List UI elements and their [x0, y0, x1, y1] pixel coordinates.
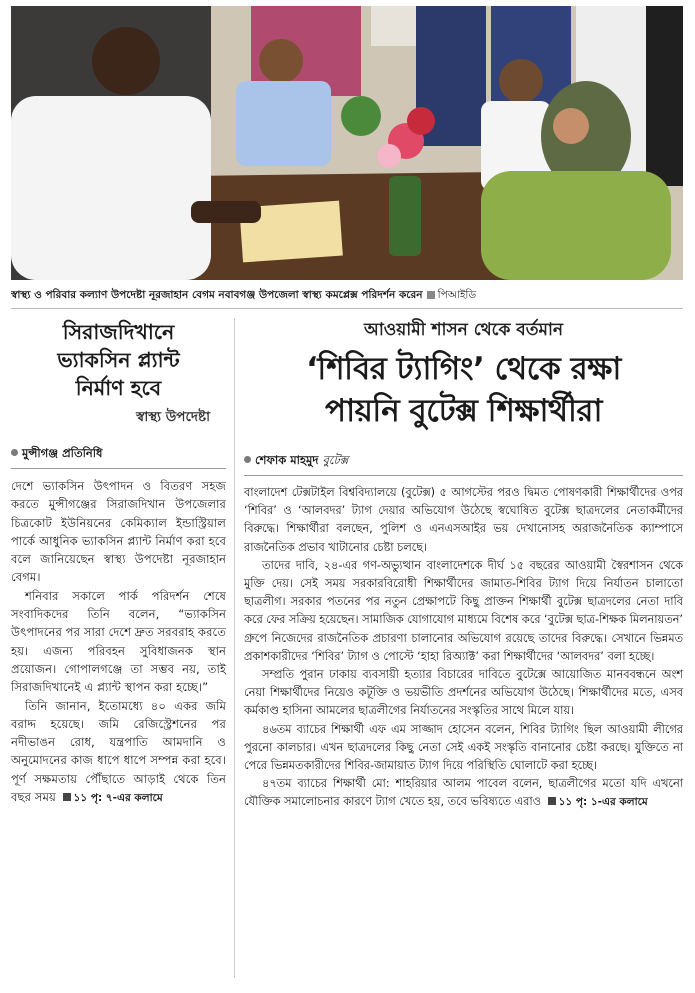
right-continuation-text: ১১ পৃ: ১-এর কলামে — [558, 796, 648, 809]
left-paragraph-text: তিনি জানান, ইতোমধ্যে ৪০ একর জমি বরাদ্দ হয়েছে। জমি রেজিস্ট্রেশনের পর নদীভাঙন রোধ, যন্ত্রপাতি আমদানি ও অনুমোদনের কাজ ধাপে ধাপে সম্পন্ন করা হবে। পূর্ণ সক্ষমতায় পৌঁছাতে আড়াই থেকে তিন বছর সময় — [11, 698, 226, 805]
right-headline — [244, 348, 683, 432]
right-paragraph-text: ৪৭তম ব্যাচের শিক্ষার্থী মো: শাহরিয়ার আলম পাবেল বলেন, ছাত্রলীগের মতো যদি এখনো যৌক্তিক সমালোচনার কারণে ট্যাগ খেতে হয়, তবে ভবিষ্যতে এরাও — [244, 777, 683, 809]
left-article — [11, 318, 226, 807]
left-body — [11, 477, 226, 807]
left-paragraph: দেশে ভ্যাকসিন উৎপাদন ও বিতরণ সহজ করতে মুন্সীগঞ্জের সিরাজদিখান উপজেলার চিত্রকোট ইউনিয়নের কেমিক্যাল ইন্ডাস্ট্রিয়াল পার্কে আধুনিক ভ্যাকসিন প্ল্যান্ট নির্মাণ করা হবে বলে জানিয়েছেন স্বাস্থ্য উপদেষ্টা নূরজাহান বেগম। — [11, 479, 226, 585]
right-paragraph: তাদের দাবি, ২৪-এর গণ-অভ্যুত্থান বাংলাদেশকে দীর্ঘ ১৫ বছরের আওয়ামী স্বৈরশাসন থেকে মুক্তি দেয়। সেই সময় সরকারবিরোধী শিক্ষার্থীদের জামাত-শিবির ট্যাগ দিয়ে নির্যাতন চালাতো ছাত্রলীগ। সরকার পতনের পর নতুন প্রেক্ষাপটে কিছু প্রাক্তন শিক্ষার্থী বুটেক্স ছাত্রদলের নেতা দাবি করে ফের সক্রিয় হয়েছেন। সামাজিক যোগাযোগ মাধ্যমে বিশেষ করে ‘বুটেক্স ছাত্র-শিক্ষক মিলনায়তন’ গ্রুপে নিজেদের রাজনৈতিক প্রচারণা চালানোর অভিযোগ রয়েছে তাদের বিরুদ্ধে। সেখানে ভিন্নমত প্রকাশকারীদের ‘শিবির’ ট্যাগ ও পোস্টে ‘হাহা রিঅ্যাক্ট’ করা শিক্ষার্থীদের ‘আলবদর’ বলা হচ্ছে। — [244, 558, 683, 663]
left-headline-line: ভ্যাকসিন প্ল্যান্ট — [57, 348, 180, 372]
right-kicker: আওয়ামী শাসন থেকে বর্তমান — [363, 320, 564, 340]
right-paragraph: বাংলাদেশ টেক্সটাইল বিশ্ববিদ্যালয়ে (বুটেক্স) ৫ আগস্টের পরও দ্বিমত পোষণকারী শিক্ষার্থীদের ওপর ‘শিবির’ ও ‘আলবদর’ ট্যাগ দেয়ার অভিযোগ উঠেছে স্বঘোষিত বুটেক্স ছাত্রদলের নেতাকর্মীদের বিরুদ্ধে। শিক্ষার্থীরা বলছেন, পুলিশ ও এনএসআইর ভয় দেখানোসহ অরাজনৈতিক ক্যাম্পাসে রাজনৈতিক প্রভাব খাটানোর চেষ্টা চলছে। — [244, 486, 683, 554]
bullet-icon — [11, 449, 18, 456]
left-paragraph: শনিবার সকালে পার্ক পরিদর্শন শেষে সংবাদিকদের তিনি বলেন, “ভ্যাকসিন উৎপাদনের পর সারা দেশে দ্রুত সরবরাহ করতে হয়। এজন্য পরিবহন সুবিধাজনক স্থান প্রয়োজন। গোপালগঞ্জে তা সম্ভব নয়, তাই সিরাজদিখানেই এ প্ল্যান্ট স্থাপন করা হচ্ছে।” — [11, 588, 226, 695]
continue-square-icon — [63, 793, 71, 801]
photo-credit: পিআইডি — [437, 289, 477, 301]
bullet-icon — [244, 456, 251, 463]
left-byline — [11, 445, 226, 469]
left-paragraph — [11, 697, 226, 808]
caption-text: স্বাস্থ্য ও পরিবার কল্যাণ উপদেষ্টা নূরজাহান বেগম নবাবগঞ্জ উপজেলা স্বাস্থ্য কমপ্লেক্স পরিদর্শন করেন — [11, 289, 423, 301]
right-article — [244, 318, 683, 812]
right-byline — [244, 452, 683, 476]
right-byline-name: শেফাক মাহমুদ — [255, 453, 319, 467]
right-paragraph — [244, 775, 683, 811]
credit-square-icon — [427, 291, 435, 299]
left-subhead: স্বাস্থ্য উপদেষ্টা — [136, 409, 210, 425]
column-divider — [234, 318, 235, 978]
photo-caption — [11, 287, 683, 303]
left-byline-text: মুন্সীগঞ্জ প্রতিনিধি — [22, 446, 103, 460]
section-divider — [11, 308, 683, 309]
news-photo — [11, 6, 683, 280]
right-continuation[interactable] — [545, 796, 648, 808]
right-headline-line: পায়নি বুটেক্স শিক্ষার্থীরা — [325, 393, 602, 429]
right-paragraph: সম্প্রতি পুরান ঢাকায় ব্যবসায়ী হত্যার বিচারের দাবিতে বুটেক্সে আয়োজিত মানববন্ধনে অংশ নেয়া শিক্ষার্থীদের নিয়েও কটূক্তি ও ভয়ভীতি প্রদর্শনের অভিযোগ উঠেছে। শিক্ষার্থীদের মতে, এসব কর্মকাণ্ড হাসিনা আমলের ছাত্রলীগের নির্যাতনের সংস্কৃতির সাথে মিলে যায়। — [244, 668, 683, 718]
right-byline-tag: বুটেক্স — [322, 453, 349, 467]
continue-square-icon — [548, 797, 556, 805]
right-body — [244, 484, 683, 812]
left-continuation[interactable] — [60, 792, 163, 804]
right-paragraph: ৪৬তম ব্যাচের শিক্ষার্থী এফ এম সাজ্জাদ হোসেন বলেন, শিবির ট্যাগিং ছিল আওয়ামী লীগের পুরনো কালচার। এখন ছাত্রদলের কিছু নেতা সেই একই সংস্কৃতি বানানোর চেষ্টা করছে। যুক্তিতে না পেরে ভিন্নমতকারীদের শিবির-জামায়াত ট্যাগ দিয়ে পরিস্থিতি ঘোলাটে করা হচ্ছে। — [244, 722, 683, 773]
right-headline-line: ‘শিবির ট্যাগিং’ থেকে রক্ষা — [306, 351, 621, 387]
left-headline-line: সিরাজদিখানে — [62, 320, 175, 344]
left-continuation-text: ১১ পৃ: ৭-এর কলামে — [73, 792, 163, 805]
photo-of-meeting-icon — [11, 6, 683, 280]
left-headline — [11, 318, 226, 402]
left-headline-line: নির্মাণ হবে — [75, 376, 162, 400]
